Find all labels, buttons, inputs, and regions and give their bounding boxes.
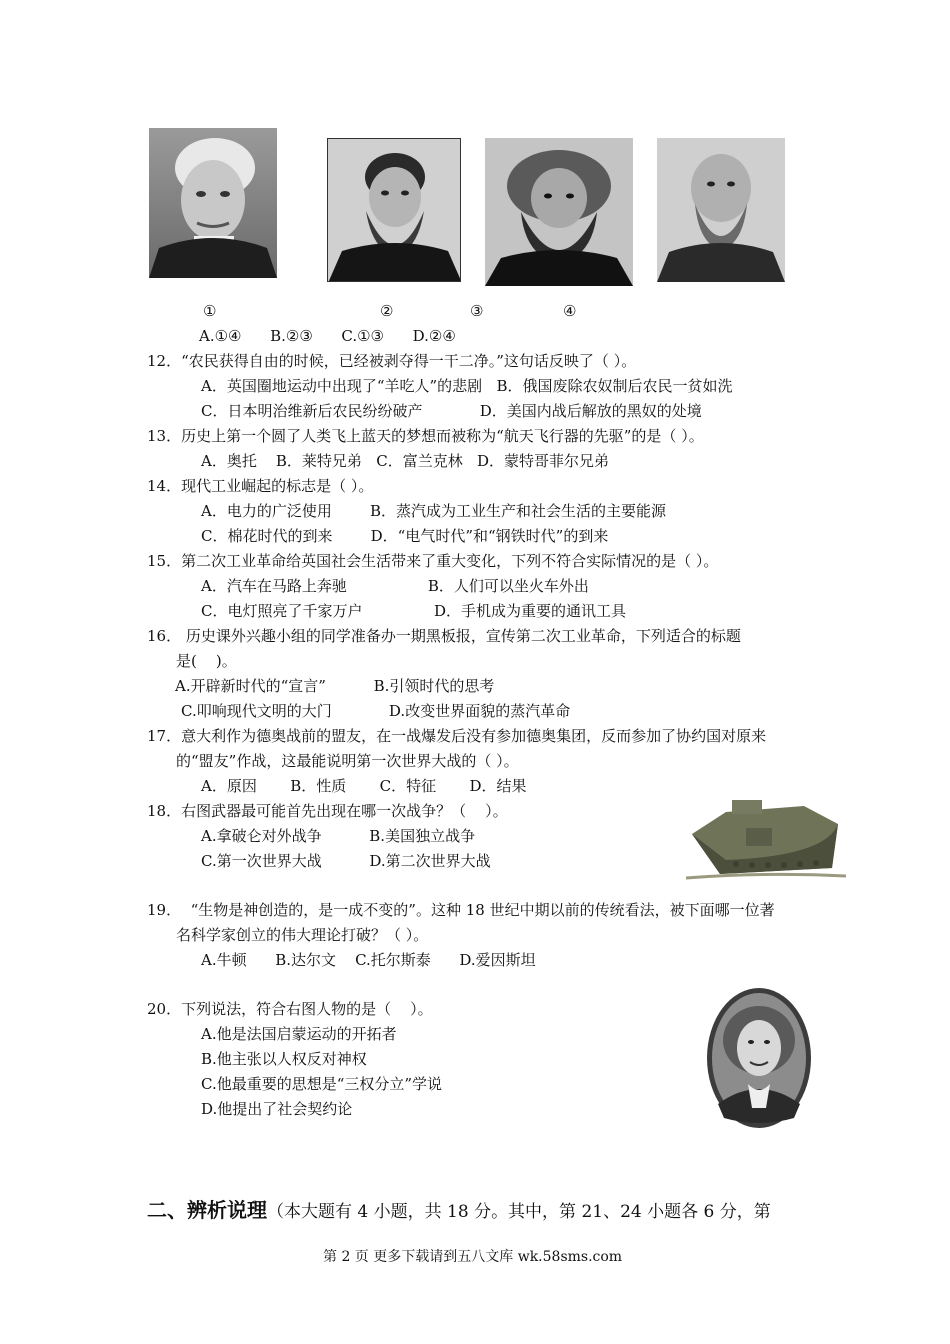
q15-stem: 15．第二次工业革命给英国社会生活带来了重大变化，下列不符合实际情况的是（ ）。 bbox=[147, 552, 719, 570]
q17-stem-cont: 的“盟友”作战，这最能说明第一次世界大战的（ ）。 bbox=[176, 752, 519, 770]
q14-opt2: C．棉花时代的到来 D．“电气时代”和“钢铁时代”的到来 bbox=[201, 527, 609, 545]
q16-stem: 16． 历史课外兴趣小组的同学准备办一期黑板报，宣传第二次工业革命，下列适合的标题 bbox=[147, 627, 741, 645]
q17-stem: 17．意大利作为德奥战前的盟友，在一战爆发后没有参加德奥集团，反而参加了协约国对原来 bbox=[147, 727, 767, 745]
q14-opt1: A．电力的广泛使用 B．蒸汽成为工业生产和社会生活的主要能源 bbox=[201, 502, 667, 520]
q20-opt4: D.他提出了社会契约论 bbox=[201, 1100, 353, 1118]
q16-stem-cont: 是( )。 bbox=[176, 652, 237, 670]
portrait-label-3: ③ bbox=[470, 302, 484, 320]
portrait-options: A.①④ B.②③ C.①③ D.②④ bbox=[199, 327, 456, 345]
oval-portrait-image bbox=[704, 984, 814, 1132]
q12-opt1: A．英国圈地运动中出现了“羊吃人”的悲剧 B．俄国废除农奴制后农民一贫如洗 bbox=[201, 377, 733, 395]
q20-opt1: A.他是法国启蒙运动的开拓者 bbox=[201, 1025, 397, 1043]
q12-opt2: C．日本明治维新后农民纷纷破产 D．美国内战后解放的黑奴的处境 bbox=[201, 402, 702, 420]
q13-stem: 13．历史上第一个圆了人类飞上蓝天的梦想而被称为“航天飞行器的先驱”的是（ ）。 bbox=[147, 427, 704, 445]
portrait-label-4: ④ bbox=[563, 302, 577, 320]
section-2-description: （本大题有 4 小题，共 18 分。其中，第 21、24 小题各 6 分，第 bbox=[267, 1202, 771, 1222]
q14-stem: 14．现代工业崛起的标志是（ ）。 bbox=[147, 477, 374, 495]
q19-stem: 19． “生物是神创造的，是一成不变的”。这种 18 世纪中期以前的传统看法，被下面哪一位著 bbox=[147, 901, 775, 919]
portrait-label-1: ① bbox=[203, 302, 217, 320]
page-footer: 第 2 页 更多下载请到五八文库 wk.58sms.com bbox=[323, 1249, 623, 1265]
portrait-2 bbox=[327, 138, 461, 282]
portrait-label-2: ② bbox=[380, 302, 394, 320]
section-2-title: 二、辨析说理 bbox=[147, 1198, 267, 1222]
section-2-heading bbox=[147, 1194, 771, 1223]
q18-stem: 18．右图武器最可能首先出现在哪一次战争？（ ）。 bbox=[147, 802, 508, 820]
q17-opt1: A．原因 B．性质 C．特征 D．结果 bbox=[201, 777, 527, 795]
q12-stem: 12．“农民获得自由的时候，已经被剥夺得一干二净。”这句话反映了（ ）。 bbox=[147, 352, 637, 370]
tank-image bbox=[686, 794, 846, 882]
q20-stem: 20．下列说法，符合右图人物的是（ ）。 bbox=[147, 1000, 433, 1018]
q19-opt1: A.牛顿 B.达尔文 C.托尔斯泰 D.爱因斯坦 bbox=[201, 951, 536, 969]
q16-opt1: A.开辟新时代的“宣言” B.引领时代的思考 bbox=[175, 677, 495, 695]
q20-opt2: B.他主张以人权反对神权 bbox=[201, 1050, 367, 1068]
q16-opt2: C.叩响现代文明的大门 D.改变世界面貌的蒸汽革命 bbox=[181, 702, 571, 720]
portrait-1 bbox=[149, 128, 277, 278]
q20-opt3: C.他最重要的思想是“三权分立”学说 bbox=[201, 1075, 443, 1093]
q13-opt1: A．奥托 B．莱特兄弟 C．富兰克林 D．蒙特哥菲尔兄弟 bbox=[201, 452, 610, 470]
q19-stem-cont: 名科学家创立的伟大理论打破？（ ）。 bbox=[176, 926, 429, 944]
q18-opt2: C.第一次世界大战 D.第二次世界大战 bbox=[201, 852, 491, 870]
portrait-4 bbox=[657, 138, 785, 282]
q15-opt1: A．汽车在马路上奔驰 B．人们可以坐火车外出 bbox=[201, 577, 589, 595]
portrait-3 bbox=[485, 138, 633, 286]
q15-opt2: C．电灯照亮了千家万户 D．手机成为重要的通讯工具 bbox=[201, 602, 627, 620]
q18-opt1: A.拿破仑对外战争 B.美国独立战争 bbox=[201, 827, 476, 845]
